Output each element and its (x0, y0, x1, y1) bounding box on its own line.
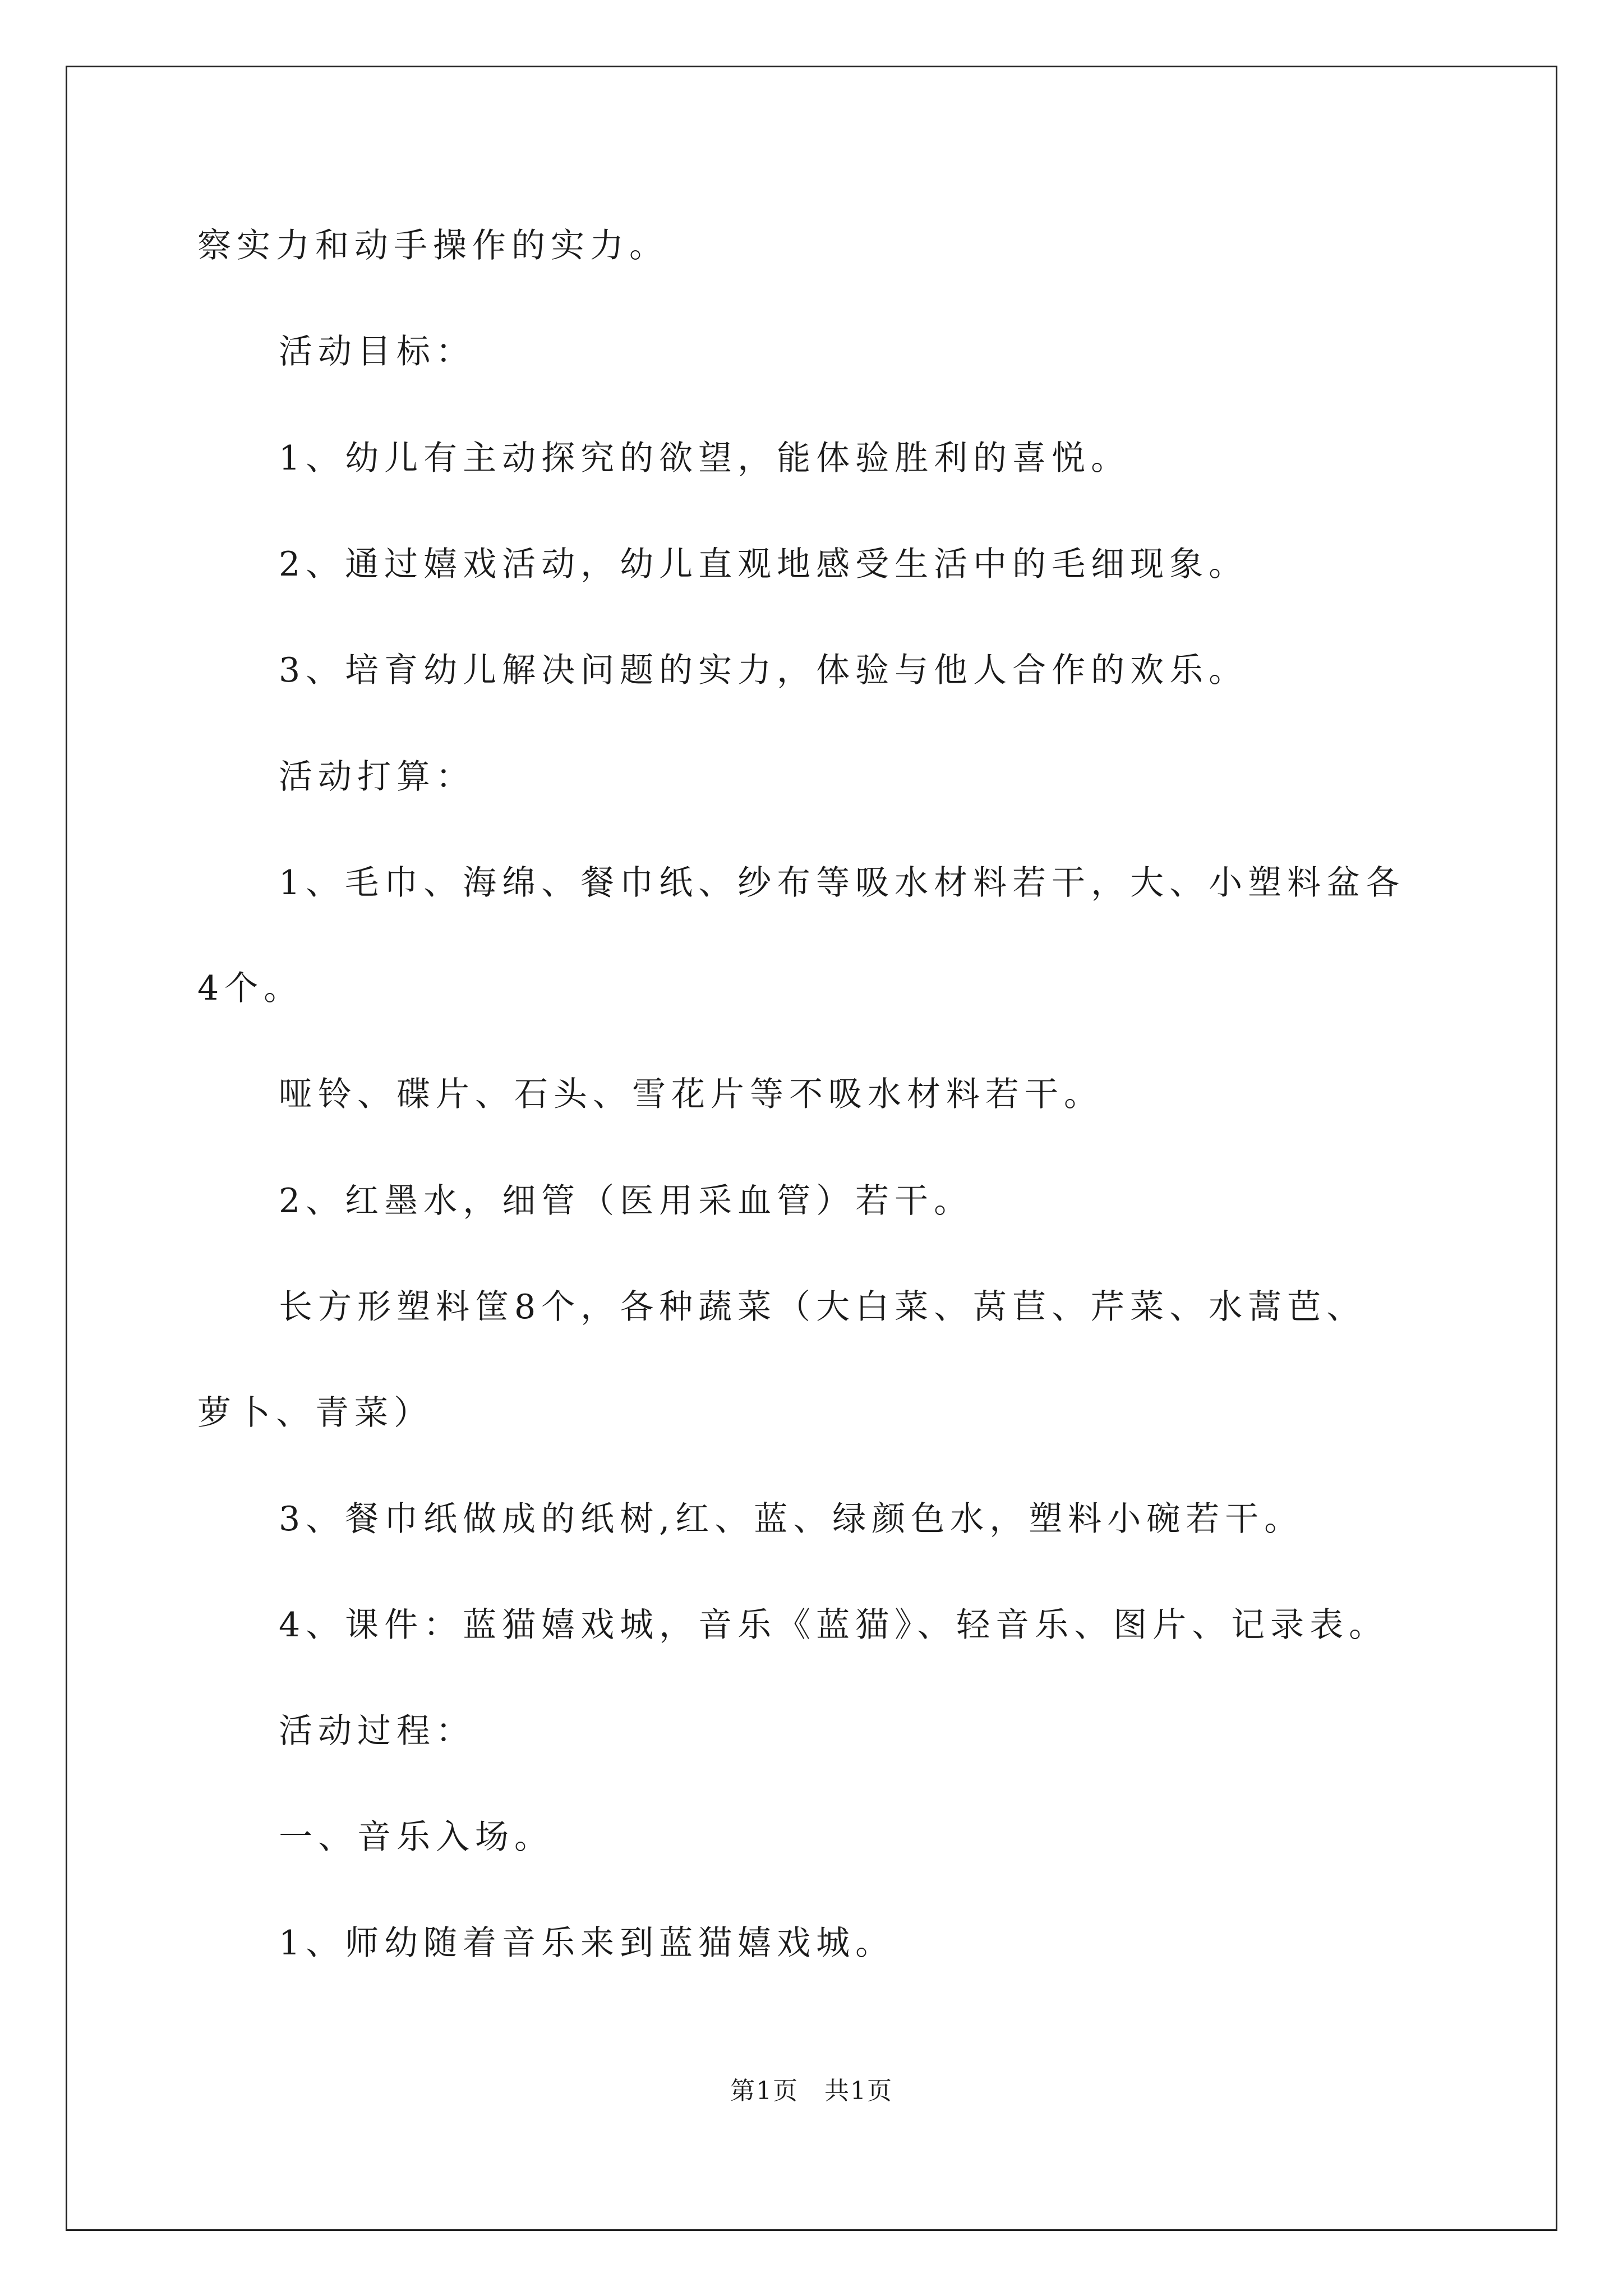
paragraph-line: 2、通过嬉戏活动，幼儿直观地感受生活中的毛细现象。 (279, 545, 1248, 584)
paragraph-line: 4、课件：蓝猫嬉戏城，音乐《蓝猫》、轻音乐、图片、记录表。 (279, 1605, 1389, 1645)
section-heading-goals: 活动目标： (279, 332, 475, 371)
paragraph-line: 长方形塑料筐8个，各种蔬菜（大白菜、莴苣、芹菜、水蒿芭、 (279, 1287, 1366, 1327)
paragraph-line: 察实力和动手操作的实力。 (197, 226, 668, 265)
paragraph-line: 2、红墨水，细管（医用采血管）若干。 (279, 1181, 974, 1221)
paragraph-line: 哑铃、碟片、石头、雪花片等不吸水材料若干。 (279, 1075, 1103, 1114)
section-heading-preparation: 活动打算： (279, 757, 475, 797)
paragraph-line: 4个。 (197, 969, 303, 1008)
paragraph-line: 1、毛巾、海绵、餐巾纸、纱布等吸水材料若干，大、小塑料盆各 (279, 863, 1405, 903)
paragraph-line: 萝卜、青菜） (197, 1393, 433, 1433)
section-heading-process: 活动过程： (279, 1711, 475, 1751)
paragraph-line: 3、餐巾纸做成的纸树,红、蓝、绿颜色水，塑料小碗若干。 (279, 1499, 1304, 1539)
paragraph-line: 1、师幼随着音乐来到蓝猫嬉戏城。 (279, 1924, 895, 1963)
page-footer: 第1页 共1页 (730, 2077, 893, 2105)
paragraph-line: 一、音乐入场。 (279, 1818, 554, 1857)
paragraph-line: 3、培育幼儿解决问题的实力，体验与他人合作的欢乐。 (279, 651, 1248, 690)
page-border (66, 66, 1557, 2231)
paragraph-line: 1、幼儿有主动探究的欲望，能体验胜利的喜悦。 (279, 439, 1131, 478)
